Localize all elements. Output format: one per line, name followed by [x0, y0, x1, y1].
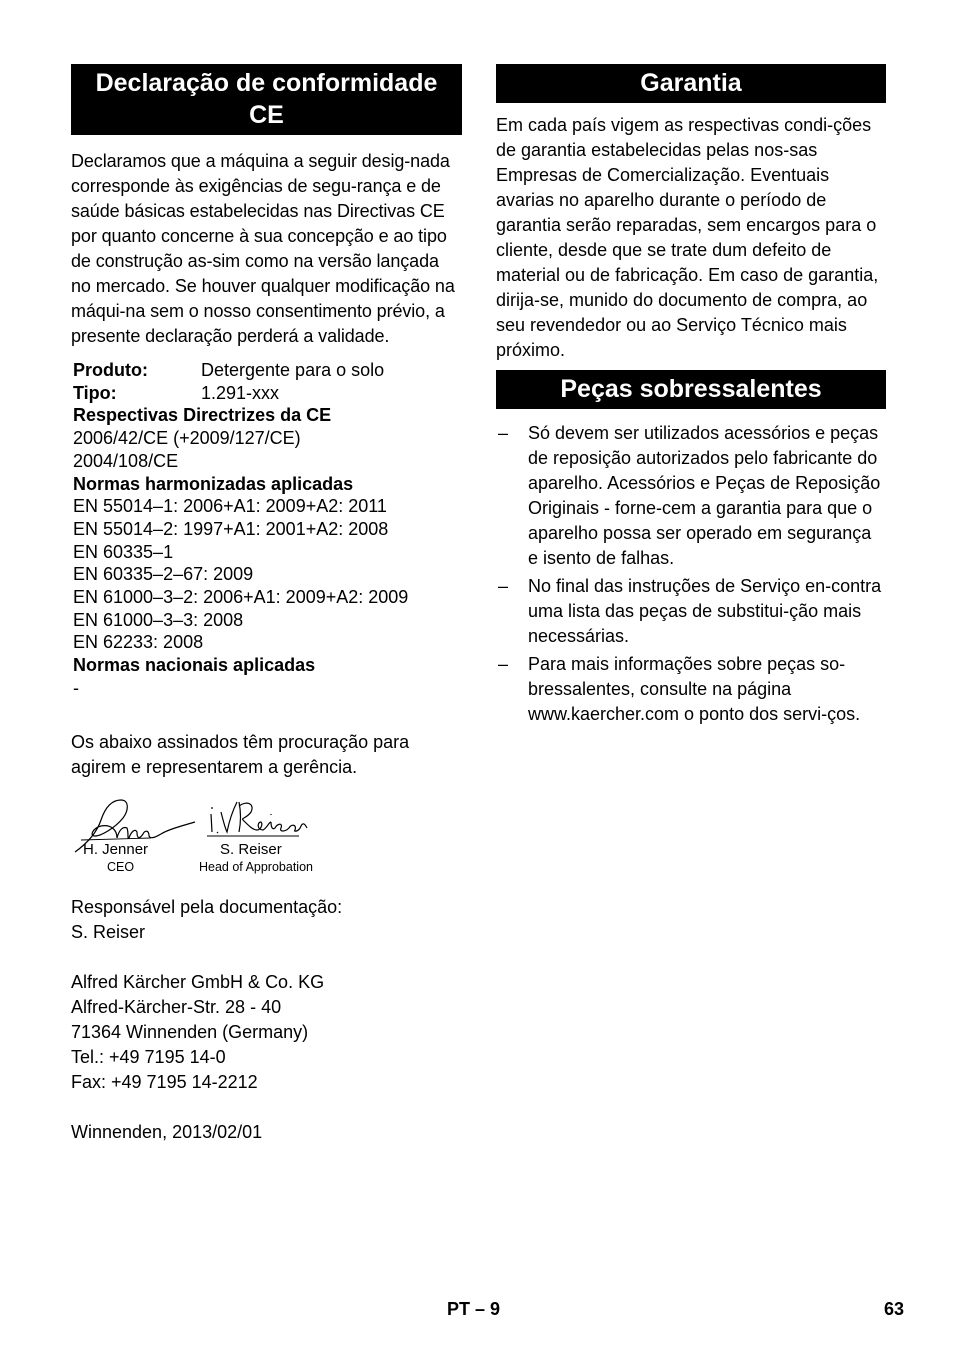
footer-section-label: PT – 9: [447, 1299, 501, 1319]
harmonized-item: EN 61000–3–3: 2008: [73, 609, 244, 630]
signer2-title: Head of Approbation: [199, 859, 313, 874]
directives-title: Respectivas Directrizes da CE: [73, 405, 332, 426]
harmonized-item: EN 60335–2–67: 2009: [73, 564, 254, 585]
type-row: [73, 382, 462, 405]
doc-responsible-name: S. Reiser: [71, 921, 146, 942]
parts-heading: Peças sobressalentes: [496, 370, 886, 409]
list-item: [496, 421, 886, 571]
list-item: [496, 574, 886, 649]
company-street: Alfred-Kärcher-Str. 28 - 40: [71, 996, 282, 1017]
company-fax: Fax: +49 7195 14-2212: [71, 1071, 258, 1092]
dash-mark: –: [498, 423, 509, 443]
signer2-name: S. Reiser: [220, 840, 282, 858]
signatories-text: Os abaixo assinados têm procuração para agirem e representarem a gerência.: [71, 731, 410, 777]
harmonized-item: EN 55014–1: 2006+A1: 2009+A2: 2011: [73, 496, 387, 517]
signature-reiser: [211, 802, 307, 833]
directive-item: 2006/42/CE (+2009/127/CE): [73, 428, 301, 449]
dash-mark: –: [498, 654, 509, 674]
doc-responsible-label: Responsável pela documentação:: [71, 896, 343, 917]
footer-page-number: 63: [884, 1299, 905, 1319]
signer1-name: H. Jenner: [83, 840, 149, 858]
type-label: Tipo:: [73, 382, 117, 403]
dash-mark: –: [498, 576, 509, 596]
list-item-text: No final das instruções de Serviço en-contra uma lista das peças de substitui-ção mais necessárias.: [528, 576, 882, 646]
signer1-title: CEO: [107, 859, 135, 874]
harmonized-title: Normas harmonizadas aplicadas: [73, 473, 354, 494]
harmonized-item: EN 55014–2: 1997+A1: 2001+A2: 2008: [73, 518, 389, 539]
list-item-text: Para mais informações sobre peças so-bressalentes, consulte na página www.kaercher.com o ponto dos servi-ços.: [528, 654, 861, 724]
warranty-text: Em cada país vigem as respectivas condi-ções de garantia estabelecidas pelas nos-sas Empresas de Comercialização. Eventuais avarias no aparelho durante o período de garantia serão reparadas, sem encargos para o cliente, desde que se trate dum defeito de material ou de fabricação. Em caso de garantia, dirija-se, munido do documento de compra, ao seu revendedor ou ao Serviço Técnico mais próximo.: [496, 115, 879, 360]
harmonized-item: EN 62233: 2008: [73, 632, 204, 653]
left-column: [71, 64, 462, 1145]
directive-item: 2004/108/CE: [73, 450, 179, 471]
type-value: 1.291-xxx: [201, 382, 280, 403]
right-column: [496, 64, 886, 730]
national-title: Normas nacionais aplicadas: [73, 655, 316, 676]
product-label: Produto:: [73, 360, 148, 380]
product-specs: [71, 359, 462, 700]
parts-list: [496, 421, 886, 727]
conformity-intro: Declaramos que a máquina a seguir desig-nada corresponde às exigências de segu-rança e de saúde básicas estabelecidas nas Directivas CE por quanto concerne à sua concepção e ao tipo de construção as-sim como na versão lançada no mercado. Se houver qualquer modificação na máqui-na sem o nosso consentimento prévio, a presente declaração perderá a validade.: [71, 151, 455, 346]
list-item: [496, 652, 886, 727]
conformity-heading: Declaração de conformidade CE: [71, 64, 462, 135]
warranty-heading: Garantia: [496, 64, 886, 103]
national-value: -: [73, 677, 79, 698]
company-tel: Tel.: +49 7195 14-0: [71, 1046, 226, 1067]
company-name: Alfred Kärcher GmbH & Co. KG: [71, 971, 325, 992]
harmonized-item: EN 61000–3–2: 2006+A1: 2009+A2: 2009: [73, 587, 409, 608]
place-date: Winnenden, 2013/02/01: [71, 1121, 263, 1142]
harmonized-item: EN 60335–1: [73, 541, 174, 562]
product-row: [73, 359, 462, 382]
company-city: 71364 Winnenden (Germany): [71, 1021, 309, 1042]
product-value: Detergente para o solo: [201, 360, 385, 380]
list-item-text: Só devem ser utilizados acessórios e peças de reposição autorizados pelo fabricante do aparelho. Acessórios e Peças de Reposição Originais - forne-cem a garantia para que o aparelho possa ser operado em segurança e isento de falhas.: [528, 423, 881, 568]
signature-block: [71, 792, 462, 882]
